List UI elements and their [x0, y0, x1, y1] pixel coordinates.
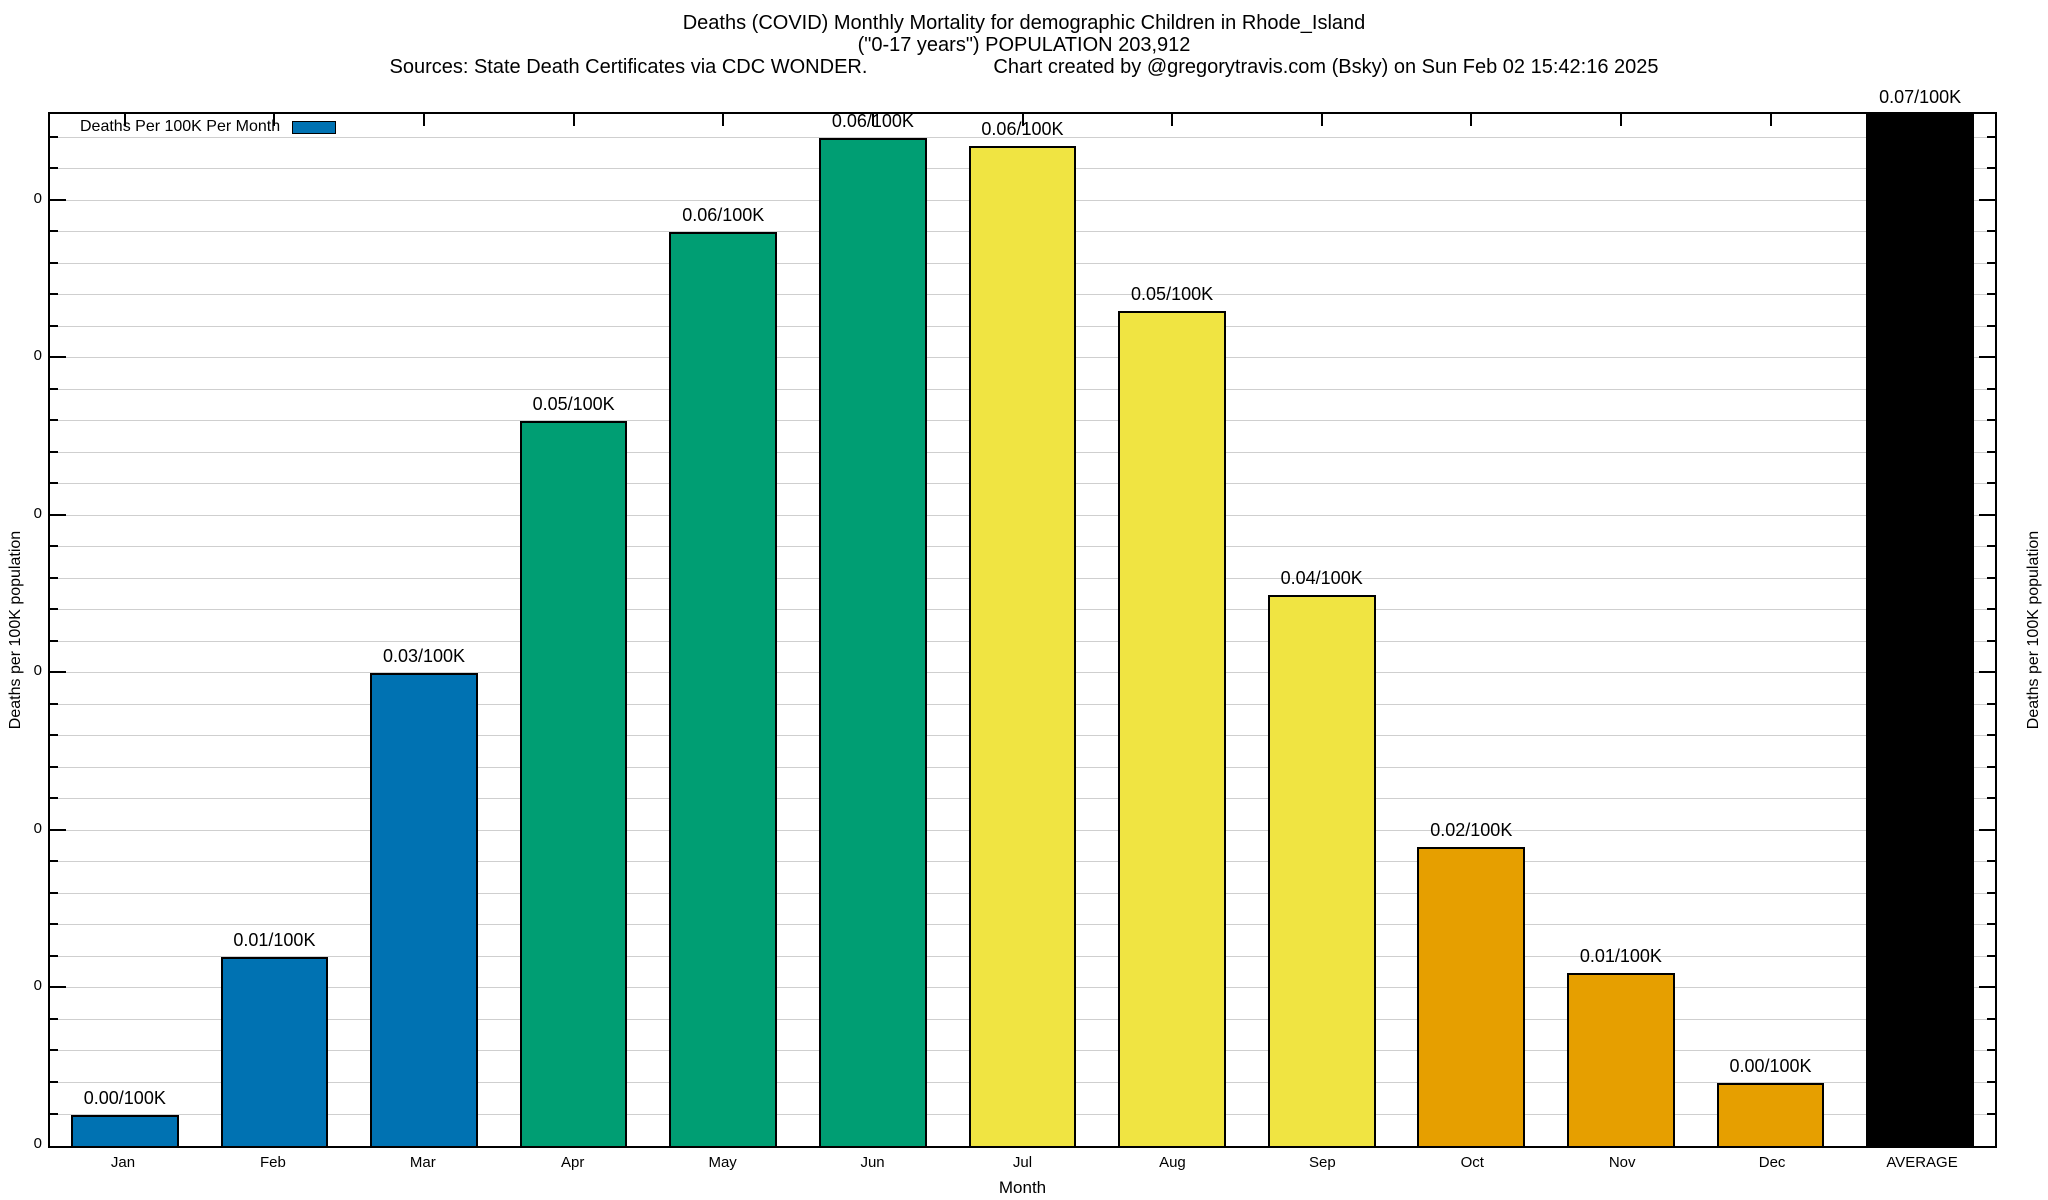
bar-value-label: 0.07/100K [1879, 87, 1962, 107]
x-tick-label-apr: Apr [561, 1154, 585, 1171]
plot-area [48, 87, 1997, 1148]
x-tick-label-jul: Jul [1012, 1154, 1033, 1171]
bar-value-label: 0.04/100K [1280, 567, 1363, 588]
bar-oct [1417, 847, 1525, 1146]
bar-dec [1717, 1083, 1825, 1146]
y-axis-label-right: Deaths per 100K population [2025, 530, 2042, 730]
x-tick-label-average: AVERAGE [1886, 1154, 1958, 1171]
bar-aug [1118, 311, 1226, 1146]
bar-value-label: 0.00/100K [83, 1087, 166, 1108]
x-tick-label-aug: Aug [1159, 1154, 1186, 1171]
x-axis-label: Month [998, 1178, 1047, 1197]
x-tick-label-oct: Oct [1460, 1154, 1484, 1171]
bar-value-label: 0.06/100K [682, 205, 765, 226]
bar-value-label: 0.02/100K [1430, 819, 1513, 840]
y-tick-label: 0 [33, 977, 42, 995]
bar-slot [50, 114, 200, 1146]
chart-title-line3 [0, 56, 2048, 79]
bar-jan [71, 1115, 179, 1147]
y-axis-label-left: Deaths per 100K population [7, 530, 24, 730]
x-tick-label-feb: Feb [259, 1154, 286, 1171]
bar-may [669, 232, 777, 1146]
bar-slot [1696, 114, 1846, 1146]
bar-slot [499, 114, 649, 1146]
bar-value-label: 0.01/100K [1579, 945, 1662, 966]
bar-slot [1845, 87, 1995, 1146]
bar-value-label: 0.05/100K [532, 394, 615, 415]
sources-text: Sources: State Death Certificates via CDC WONDER. [389, 56, 868, 78]
y-tick-label: 0 [33, 189, 42, 207]
bars-row [50, 87, 1995, 1146]
y-tick-label: 0 [33, 662, 42, 680]
bar-value-label: 0.06/100K [981, 118, 1064, 139]
bar-apr [520, 421, 628, 1146]
x-tick-label-nov: Nov [1608, 1154, 1636, 1171]
bar-value-label: 0.06/100K [831, 110, 914, 131]
y-tick-label: 0 [33, 504, 42, 522]
x-tick-label-mar: Mar [409, 1154, 436, 1171]
bar-slot [648, 114, 798, 1146]
bar-slot [948, 114, 1098, 1146]
legend-label: Deaths Per 100K Per Month [80, 118, 281, 135]
bar-feb [221, 957, 329, 1146]
bar-value-label: 0.05/100K [1131, 283, 1214, 304]
bar-slot [1097, 114, 1247, 1146]
bar-average [1866, 114, 1974, 1146]
bar-slot [1247, 114, 1397, 1146]
x-tick-label-jun: Jun [860, 1154, 885, 1171]
x-tick-label-jan: Jan [110, 1154, 136, 1171]
bar-sep [1268, 595, 1376, 1146]
x-tick-label-sep: Sep [1308, 1154, 1336, 1171]
bar-slot [1546, 114, 1696, 1146]
y-tick-label: 0 [33, 347, 42, 365]
bar-slot [349, 114, 499, 1146]
y-tick-label: 0 [33, 1135, 42, 1152]
chart-title-line2: ("0-17 years") POPULATION 203,912 [857, 34, 1191, 56]
y-tick-label: 0 [33, 819, 42, 837]
bar-slot [798, 110, 948, 1146]
bar-mar [370, 673, 478, 1146]
bar-value-label: 0.00/100K [1729, 1055, 1812, 1076]
legend-swatch-icon [292, 121, 336, 134]
bar-slot [200, 114, 350, 1146]
bar-value-label: 0.01/100K [233, 929, 316, 950]
chart-title-line1: Deaths (COVID) Monthly Mortality for demographic Children in Rhode_Island [682, 12, 1366, 34]
x-tick-labels [48, 1154, 1997, 1171]
credit-text: Chart created by @gregorytravis.com (Bsky) on Sun Feb 02 15:42:16 2025 [993, 56, 1659, 78]
bar-value-label: 0.03/100K [382, 646, 466, 667]
x-tick-label-dec: Dec [1758, 1154, 1786, 1171]
x-tick-label-may: May [708, 1154, 737, 1171]
bar-jun [819, 138, 927, 1146]
legend [80, 118, 336, 136]
bar-slot [1396, 114, 1546, 1146]
